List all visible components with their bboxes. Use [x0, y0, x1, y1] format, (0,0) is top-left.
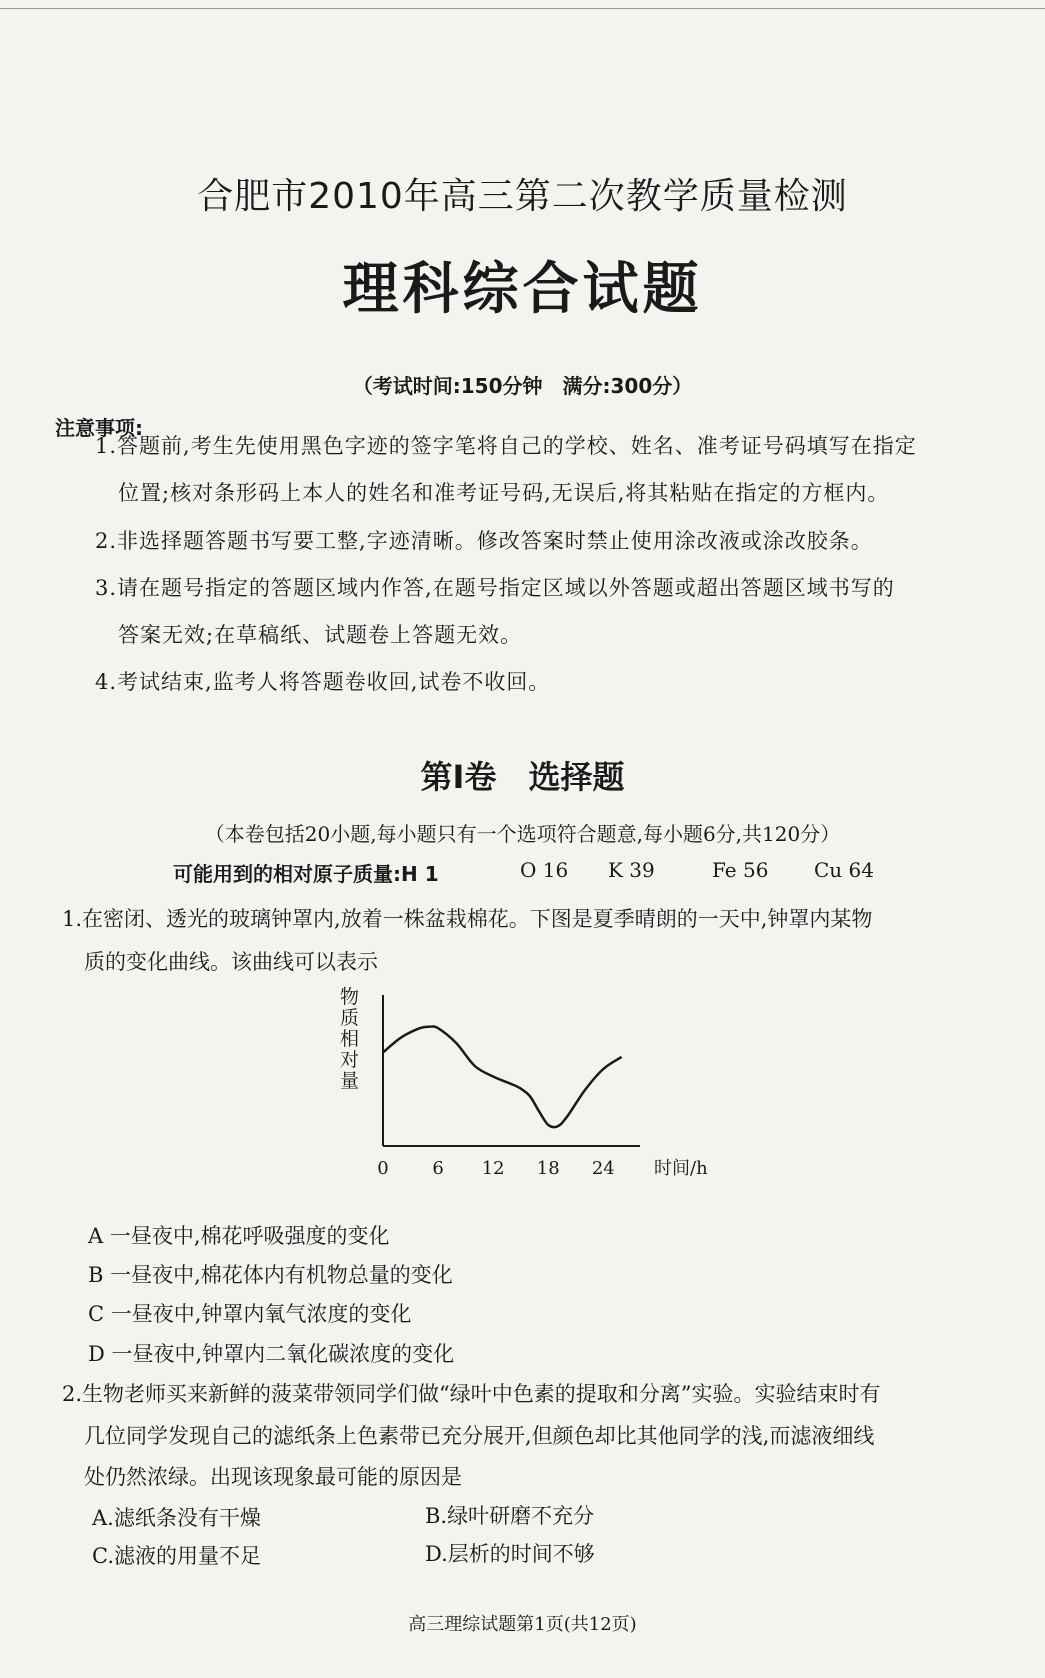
exam-main-title: 合肥市2010年高三第二次教学质量检测 — [197, 176, 848, 217]
chart-series-line — [383, 1026, 622, 1127]
question-1-stem: 质的变化曲线。该曲线可以表示 — [84, 950, 378, 974]
atomic-mass-label: 可能用到的相对原子质量:H 1 — [173, 862, 439, 886]
chart-ylabel-char: 对 — [340, 1049, 360, 1071]
curve-chart — [340, 985, 720, 1180]
q2-option-a: A.滤纸条没有干燥 — [92, 1506, 261, 1530]
atomic-mass-item: O 16 — [520, 858, 569, 882]
chart-ylabel-char: 量 — [340, 1070, 360, 1092]
chart-x-tick-label: 6 — [432, 1158, 444, 1179]
q2-option-d: D.层析的时间不够 — [425, 1542, 595, 1566]
chart-x-tick-label: 12 — [481, 1158, 505, 1179]
note-item: 3.请在题号指定的答题区域内作答,在题号指定区域以外答题或超出答题区域书写的 — [95, 576, 895, 600]
chart-ylabel-char: 物 — [340, 986, 360, 1008]
note-item: 4.考试结束,监考人将答题卷收回,试卷不收回。 — [95, 670, 551, 694]
q1-option-d: D 一昼夜中,钟罩内二氧化碳浓度的变化 — [88, 1342, 455, 1366]
q1-option-a: A 一昼夜中,棉花呼吸强度的变化 — [88, 1224, 390, 1248]
atomic-mass-item: Fe 56 — [712, 858, 769, 882]
top-border-line — [0, 8, 1045, 9]
note-item: 2.非选择题答题书写要工整,字迹清晰。修改答案时禁止使用涂改液或涂改胶条。 — [95, 529, 873, 553]
atomic-mass-item: K 39 — [608, 858, 655, 882]
q2-option-c: C.滤液的用量不足 — [92, 1544, 261, 1568]
atomic-mass-item: Cu 64 — [814, 858, 874, 882]
note-item: 1.答题前,考生先使用黑色字迹的签字笔将自己的学校、姓名、准考证号码填写在指定 — [95, 434, 917, 458]
question-2-stem: 处仍然浓绿。出现该现象最可能的原因是 — [84, 1465, 462, 1489]
chart-ylabel — [340, 986, 359, 1092]
chart-ylabel-char: 相 — [340, 1028, 360, 1050]
chart-x-tick-label: 0 — [377, 1158, 389, 1179]
chart-ylabel-char: 质 — [340, 1007, 360, 1029]
chart-xlabel: 时间/h — [654, 1158, 708, 1179]
chart-x-tick-label: 24 — [591, 1158, 615, 1179]
q1-option-c: C 一昼夜中,钟罩内氧气浓度的变化 — [88, 1302, 412, 1326]
question-2-stem: 2.生物老师买来新鲜的菠菜带领同学们做“绿叶中色素的提取和分离”实验。实验结束时有 — [62, 1382, 881, 1406]
q2-option-b: B.绿叶研磨不充分 — [425, 1504, 595, 1528]
note-item: 答案无效;在草稿纸、试题卷上答题无效。 — [118, 623, 523, 647]
section-note: （本卷包括20小题,每小题只有一个选项符合题意,每小题6分,共120分） — [204, 822, 841, 846]
section-title: 第Ⅰ卷 选择题 — [420, 758, 625, 796]
exam-time-score: （考试时间:150分钟 满分:300分） — [352, 374, 693, 398]
chart-x-tick-label: 18 — [536, 1158, 560, 1179]
page-footer: 高三理综试题第1页(共12页) — [408, 1614, 637, 1635]
question-1-stem: 1.在密闭、透光的玻璃钟罩内,放着一株盆栽棉花。下图是夏季晴朗的一天中,钟罩内某物 — [62, 907, 873, 931]
note-item: 位置;核对条形码上本人的姓名和准考证号码,无误后,将其粘贴在指定的方框内。 — [118, 481, 890, 505]
notes-heading: 注意事项: — [55, 416, 143, 440]
exam-subtitle: 理科综合试题 — [342, 256, 703, 322]
q1-option-b: B 一昼夜中,棉花体内有机物总量的变化 — [88, 1263, 453, 1287]
question-2-stem: 几位同学发现自己的滤纸条上色素带已充分展开,但颜色却比其他同学的浅,而滤液细线 — [84, 1424, 875, 1448]
